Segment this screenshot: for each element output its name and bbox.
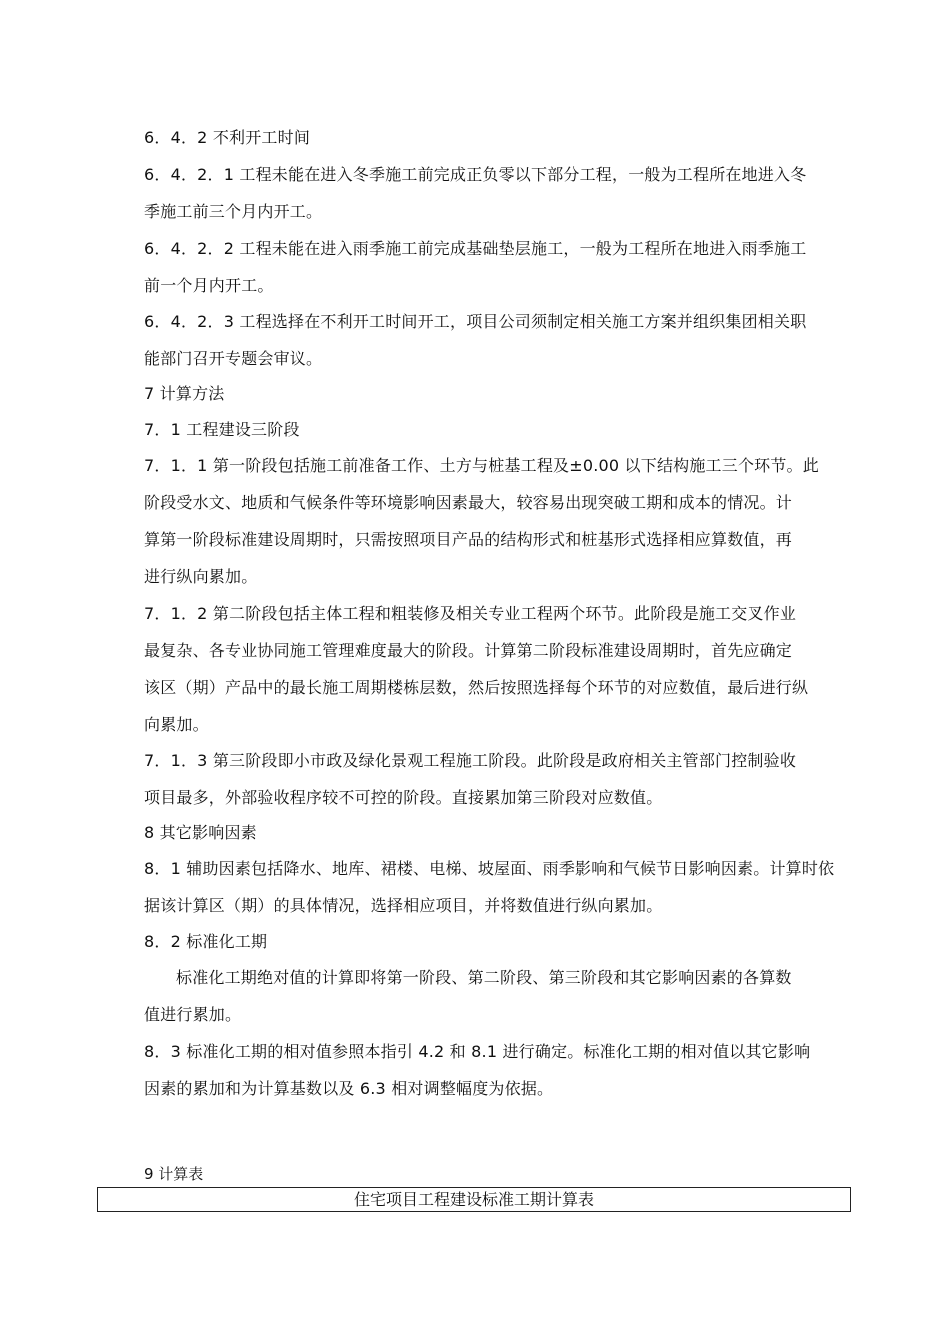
paragraph-7-1-2-line-3: 该区（期）产品中的最长施工周期楼栋层数，然后按照选择每个环节的对应数值，最后进行纵 bbox=[144, 678, 809, 697]
paragraph-6-4-2-1-line-1: 6．4．2．1 工程未能在进入冬季施工前完成正负零以下部分工程，一般为工程所在地进入冬 bbox=[144, 165, 807, 184]
heading-8: 8 其它影响因素 bbox=[144, 823, 257, 842]
paragraph-6-4-2-2-line-1: 6．4．2．2 工程未能在进入雨季施工前完成基础垫层施工，一般为工程所在地进入雨季施工 bbox=[144, 239, 807, 258]
paragraph-7-1-2-line-4: 向累加。 bbox=[144, 715, 209, 734]
heading-8-2: 8．2 标准化工期 bbox=[144, 932, 268, 951]
paragraph-7-1-1-line-2: 阶段受水文、地质和气候条件等环境影响因素最大，较容易出现突破工期和成本的情况。计 bbox=[144, 493, 793, 512]
paragraph-7-1-1-line-3: 算第一阶段标准建设周期时，只需按照项目产品的结构形式和桩基形式选择相应算数值，再 bbox=[144, 530, 793, 549]
table-title: 住宅项目工程建设标准工期计算表 bbox=[353, 1190, 594, 1209]
paragraph-7-1-1-line-1: 7．1．1 第一阶段包括施工前准备工作、土方与桩基工程及±0.00 以下结构施工三个环节。此 bbox=[144, 456, 819, 475]
paragraph-8-1-line-1: 8．1 辅助因素包括降水、地库、裙楼、电梯、坡屋面、雨季影响和气候节日影响因素。计算时依 bbox=[144, 859, 835, 878]
calculation-table bbox=[97, 1187, 851, 1212]
paragraph-8-2-line-2: 值进行累加。 bbox=[144, 1005, 242, 1024]
paragraph-8-1-line-2: 据该计算区（期）的具体情况，选择相应项目，并将数值进行纵向累加。 bbox=[144, 896, 663, 915]
paragraph-7-1-3-line-2: 项目最多，外部验收程序较不可控的阶段。直接累加第三阶段对应数值。 bbox=[144, 788, 663, 807]
heading-7-1: 7．1 工程建设三阶段 bbox=[144, 420, 300, 439]
paragraph-8-3-line-1: 8．3 标准化工期的相对值参照本指引 4.2 和 8.1 进行确定。标准化工期的相对值以其它影响 bbox=[144, 1042, 811, 1061]
paragraph-6-4-2-2-line-2: 前一个月内开工。 bbox=[144, 276, 274, 295]
paragraph-6-4-2-3-line-1: 6．4．2．3 工程选择在不利开工时间开工，项目公司须制定相关施工方案并组织集团相关职 bbox=[144, 312, 807, 331]
heading-6-4-2: 6．4．2 不利开工时间 bbox=[144, 128, 311, 147]
heading-7: 7 计算方法 bbox=[144, 384, 225, 403]
paragraph-7-1-3-line-1: 7．1．3 第三阶段即小市政及绿化景观工程施工阶段。此阶段是政府相关主管部门控制验收 bbox=[144, 751, 797, 770]
paragraph-7-1-1-line-4: 进行纵向累加。 bbox=[144, 567, 258, 586]
paragraph-7-1-2-line-1: 7．1．2 第二阶段包括主体工程和粗装修及相关专业工程两个环节。此阶段是施工交叉作业 bbox=[144, 604, 797, 623]
paragraph-6-4-2-3-line-2: 能部门召开专题会审议。 bbox=[144, 349, 323, 368]
paragraph-6-4-2-1-line-2: 季施工前三个月内开工。 bbox=[144, 202, 323, 221]
paragraph-8-3-line-2: 因素的累加和为计算基数以及 6.3 相对调整幅度为依据。 bbox=[144, 1079, 554, 1098]
paragraph-7-1-2-line-2: 最复杂、各专业协同施工管理难度最大的阶段。计算第二阶段标准建设周期时，首先应确定 bbox=[144, 641, 793, 660]
table-caption: 9 计算表 bbox=[144, 1165, 204, 1183]
paragraph-8-2-line-1: 标准化工期绝对值的计算即将第一阶段、第二阶段、第三阶段和其它影响因素的各算数 bbox=[176, 968, 792, 987]
